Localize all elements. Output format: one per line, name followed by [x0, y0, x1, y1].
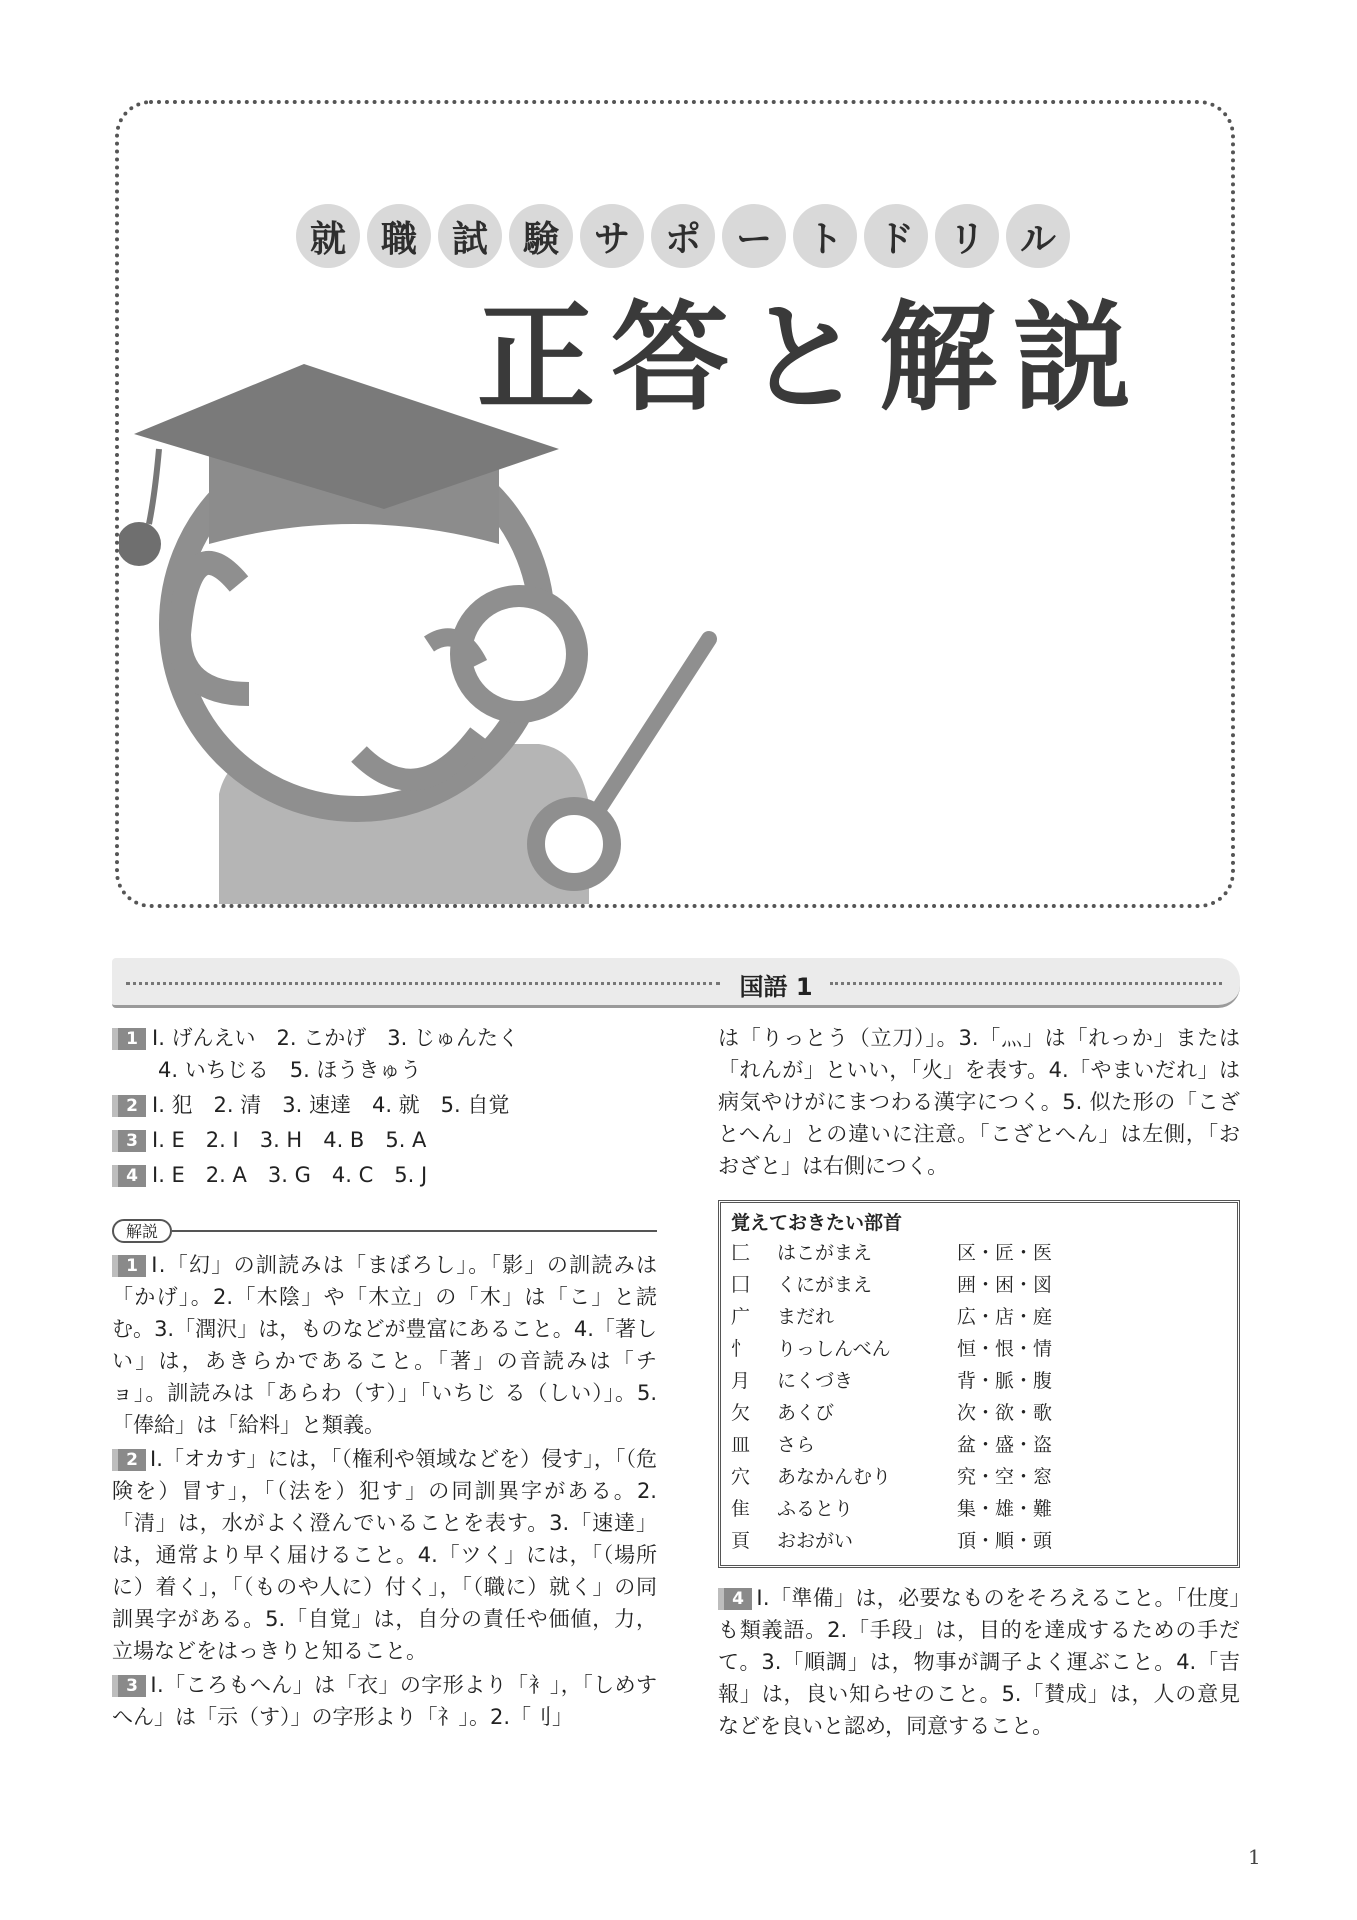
radical-row	[731, 1461, 1227, 1493]
right-column	[718, 1022, 1240, 1744]
mascot-pointer	[589, 639, 709, 824]
radical-examples: 背・脈・腹	[957, 1370, 1053, 1392]
radical-char: 穴	[731, 1466, 751, 1488]
radical-char: 匚	[731, 1242, 751, 1264]
radical-char: 广	[731, 1306, 751, 1328]
radical-row	[731, 1365, 1227, 1397]
radical-examples: 恒・恨・情	[957, 1338, 1053, 1360]
mascot-tassel	[149, 449, 159, 524]
radical-list	[731, 1237, 1227, 1557]
radical-row	[731, 1493, 1227, 1525]
radical-examples: 究・空・窓	[957, 1466, 1053, 1488]
radical-name: はこがまえ	[777, 1242, 873, 1264]
radical-examples: 集・雄・難	[957, 1498, 1053, 1520]
answer-4	[112, 1159, 657, 1191]
radical-name: まだれ	[777, 1306, 835, 1328]
question-number: 4	[718, 1588, 752, 1610]
radical-box	[718, 1200, 1240, 1568]
radical-name: あなかんむり	[777, 1466, 892, 1488]
question-number: 3	[112, 1130, 146, 1152]
radical-name: にくづき	[777, 1370, 854, 1392]
answer-1	[112, 1022, 657, 1086]
explanation-text: Ⅰ.「オカす」には，「（権利や領域などを）侵す」，「（危険を）冒す」，「（法を）犯す」の同訓異字がある。2.「清」は，水がよく澄んでいることを表す。3.「速達」は，通常より早く届けること。4.「ツく」には，「（場所に）着く」，「（ものや人に）付く」，「（職に）就く」の同訓異字がある。5.「自覚」は，自分の責任や価値，力，立場などをはっきりと知ること。	[112, 1447, 657, 1663]
mascot-hand	[536, 806, 612, 882]
explanation-3	[112, 1669, 657, 1733]
series-char: ー	[722, 204, 786, 268]
section-divider-right	[830, 982, 1222, 985]
radical-examples: 広・店・庭	[957, 1306, 1053, 1328]
kaisetsu-heading	[112, 1219, 657, 1243]
radical-char: 欠	[731, 1402, 751, 1424]
question-number: 2	[112, 1095, 146, 1117]
radical-char: 囗	[731, 1274, 751, 1296]
explanation-1	[112, 1249, 657, 1441]
radical-row	[731, 1301, 1227, 1333]
series-char: リ	[935, 204, 999, 268]
radical-char: 忄	[731, 1338, 751, 1360]
mascot-tassel-ball	[119, 522, 161, 566]
radical-examples: 次・欲・歌	[957, 1402, 1053, 1424]
left-column	[112, 1022, 657, 1735]
answer-2	[112, 1089, 657, 1121]
radical-box-title: 覚えておきたい部首	[731, 1212, 903, 1234]
radical-name: あくび	[777, 1402, 835, 1424]
radical-row	[731, 1397, 1227, 1429]
series-char: ル	[1006, 204, 1070, 268]
explanation-text: Ⅰ.「ころもへん」は「衣」の字形より「衤」，「しめすへん」は「示（す）」の字形より「礻」。2.「刂」	[112, 1673, 657, 1729]
radical-row	[731, 1429, 1227, 1461]
explanation-2	[112, 1443, 657, 1667]
radical-row	[731, 1333, 1227, 1365]
question-number: 4	[112, 1165, 146, 1187]
answer-text: Ⅰ. げんえい 2. こかげ 3. じゅんたく	[152, 1026, 519, 1050]
radical-name: おおがい	[777, 1530, 854, 1552]
radical-examples: 囲・困・図	[957, 1274, 1053, 1296]
radical-name: さら	[777, 1434, 816, 1456]
radical-char: 皿	[731, 1434, 751, 1456]
explanation-3-continued: は「りっとう（立刀）」。3.「灬」は「れっか」または「れんが」といい，「火」を表す。4.「やまいだれ」は病気やけがにまつわる漢字につく。5. 似た形の「こざとへん」との違いに注意。「こざとへん」は左側，「おおざと」は右側につく。	[718, 1026, 1240, 1178]
radical-name: ふるとり	[777, 1498, 854, 1520]
radical-char: 月	[731, 1370, 751, 1392]
explanation-4	[718, 1582, 1240, 1742]
radical-char: 隹	[731, 1498, 751, 1520]
main-title: 正答と解説	[477, 289, 1148, 427]
question-number: 1	[112, 1028, 146, 1050]
answer-3	[112, 1124, 657, 1156]
kaisetsu-label: 解説	[112, 1219, 172, 1243]
answer-text: 4. いちじる 5. ほうきゅう	[158, 1058, 422, 1082]
series-char: サ	[580, 204, 644, 268]
section-header	[112, 958, 1240, 1008]
question-number: 1	[112, 1255, 146, 1277]
answer-text: Ⅰ. 犯 2. 清 3. 速達 4. 就 5. 自覚	[152, 1093, 510, 1117]
radical-row	[731, 1525, 1227, 1557]
series-char: 職	[367, 204, 431, 268]
series-char: 就	[296, 204, 360, 268]
question-number: 3	[112, 1675, 146, 1697]
heading-rule	[172, 1230, 657, 1232]
radical-examples: 区・匠・医	[957, 1242, 1053, 1264]
radical-char: 頁	[731, 1530, 751, 1552]
series-char: ト	[793, 204, 857, 268]
title-panel	[115, 100, 1235, 908]
question-number: 2	[112, 1449, 146, 1471]
explanation-text: Ⅰ.「幻」の訓読みは「まぼろし」。「影」の訓読みは「かげ」。2.「木陰」や「木立」の「木」は「こ」と読む。3.「潤沢」は，ものなどが豊富にあること。4.「著しい」は，あきらかであること。「著」の音読みは「チョ」。訓読みは「あらわ（す）」「いちじ る（しい）」。5.「俸給」は「給料」と類義。	[112, 1253, 657, 1437]
radical-name: くにがまえ	[777, 1274, 873, 1296]
radical-row	[731, 1269, 1227, 1301]
section-divider-left	[126, 982, 720, 985]
answer-text: Ⅰ. E 2. I 3. H 4. B 5. A	[152, 1128, 427, 1152]
series-char: ポ	[651, 204, 715, 268]
radical-examples: 頂・順・頭	[957, 1530, 1053, 1552]
explanation-text: Ⅰ.「準備」は，必要なものをそろえること。「仕度」も類義語。2.「手段」は，目的を達成するための手だて。3.「順調」は，物事が調子よく運ぶこと。4.「吉報」は，良い知らせのこと。5.「賛成」は，人の意見などを良いと認め，同意すること。	[718, 1586, 1240, 1738]
radical-examples: 盆・盛・盗	[957, 1434, 1053, 1456]
series-title	[296, 204, 1070, 268]
radical-name: りっしんべん	[777, 1338, 891, 1360]
series-char: 試	[438, 204, 502, 268]
radical-row	[731, 1237, 1227, 1269]
section-title: 国語 1	[724, 967, 828, 1002]
series-char: ド	[864, 204, 928, 268]
page-number: 1	[1248, 1845, 1261, 1869]
answer-text: Ⅰ. E 2. A 3. G 4. C 5. J	[152, 1163, 428, 1187]
series-char: 験	[509, 204, 573, 268]
